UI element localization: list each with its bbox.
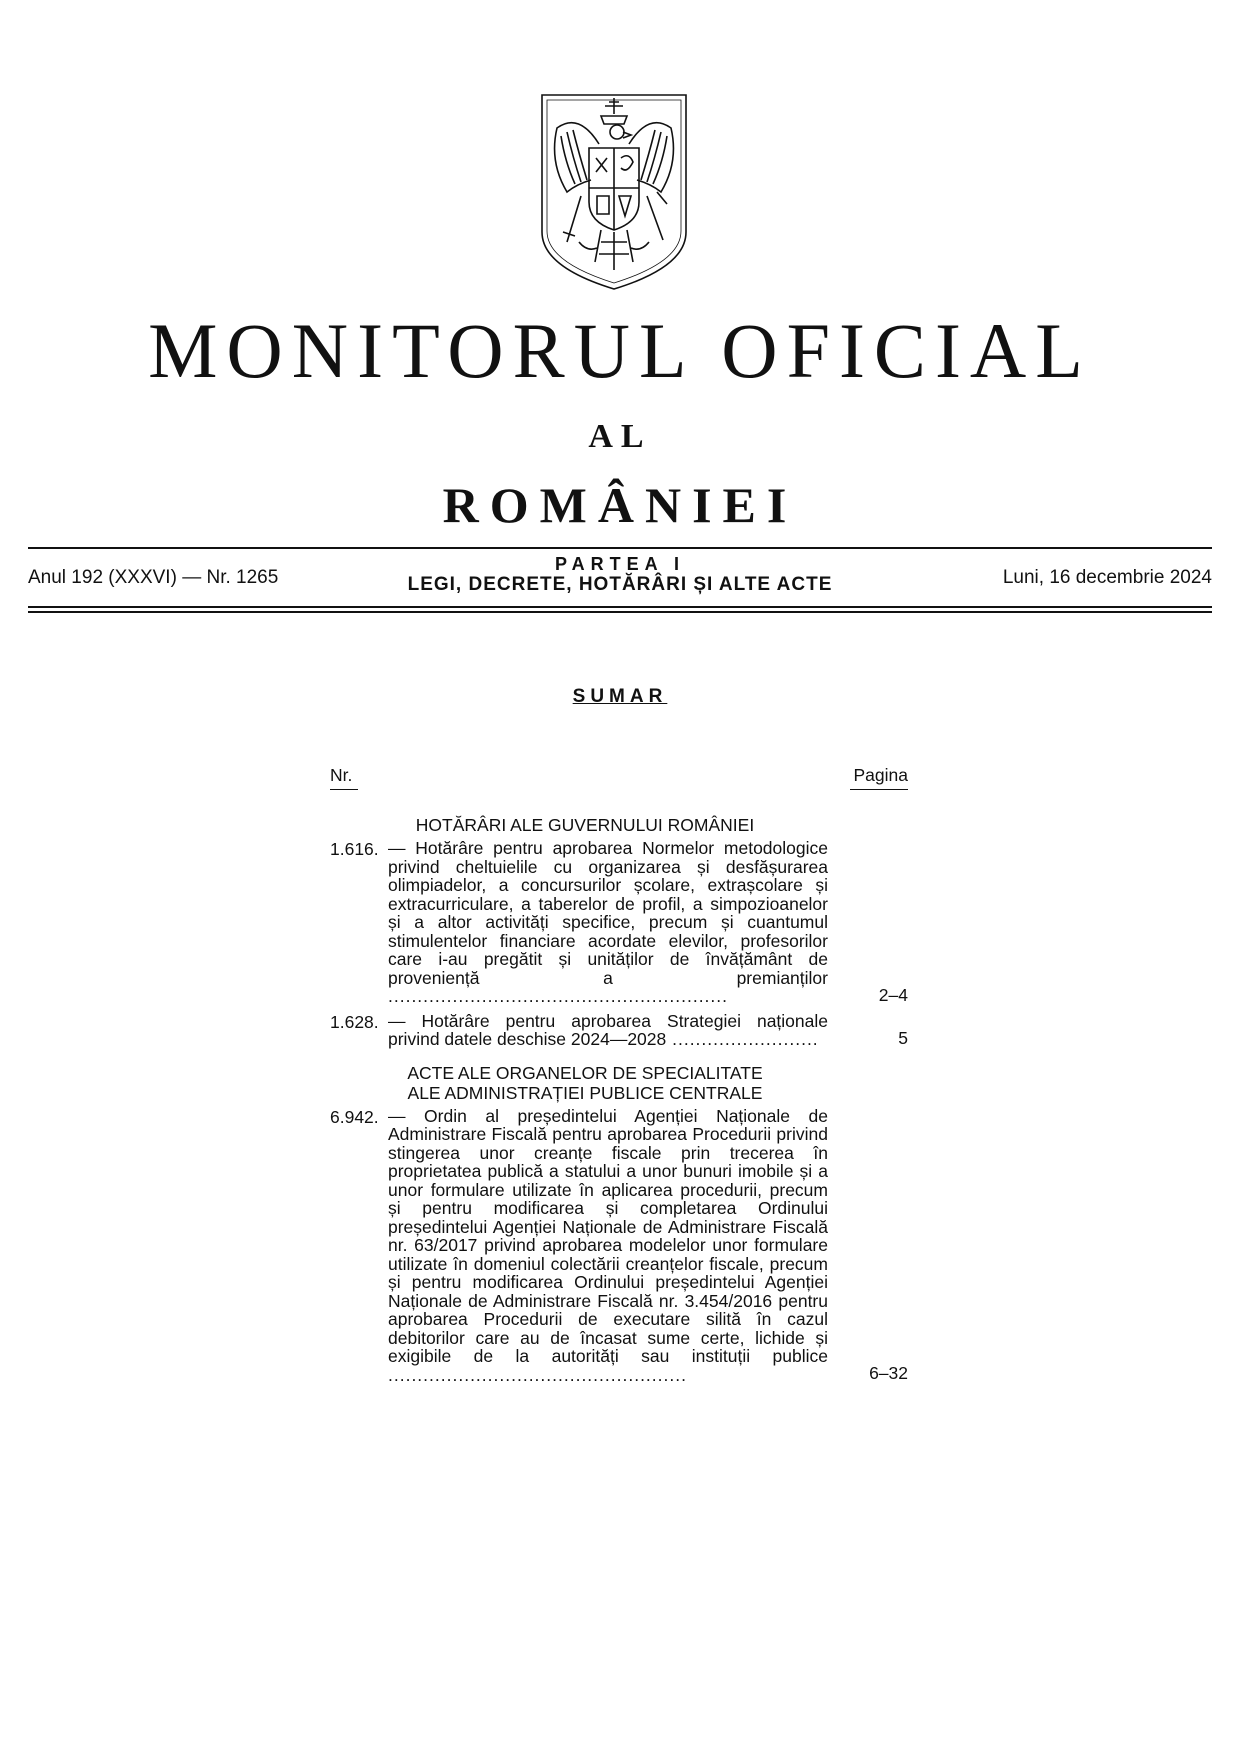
section-line: ACTE ALE ORGANELOR DE SPECIALITATE [407, 1062, 763, 1083]
entry-leader: .......................................................... [388, 986, 728, 1006]
entry-number: 1.616. [330, 839, 379, 859]
column-nr: Nr. [330, 765, 358, 790]
entry-leader: ................................................... [388, 1364, 687, 1385]
header-rule-bottom [28, 606, 1212, 608]
table-of-contents [330, 765, 908, 1384]
entry-number: 1.628. [330, 1011, 379, 1032]
entry-text: — Ordin al președintelui Agenției Naționale de Administrare Fiscală pentru aprobarea Procedurii privind stingerea unor creanțe fiscale prin trecerea în proprietatea publică a statului a unor bunuri imobile și a unor formulare utilizate în aplicarea procedurii, precum și pentru modificarea și completarea Ordinului președintelui Agenției Naționale de Administrare Fiscală nr. 63/2017 privind aprobarea modelelor unor formulare utilizate în domeniul colectării creanțelor fiscale, precum și pentru modificarea Ordinului președintelui Agenției Naționale de Administrare Fiscală nr. 3.454/2016 pentru aprobarea Procedurii de executare silită în cazul debitorilor care au de încasat sume certe, lichide și exigibile de la autorități sau instituții publice ................................................... [388, 1105, 828, 1385]
entry-text: — Hotărâre pentru aprobarea Strategiei naționale privind datele deschise 2024—2028 ......................... [388, 1010, 828, 1049]
entry-pages: 2–4 [878, 984, 908, 1005]
issue-part-subtitle: LEGI, DECRETE, HOTĂRÂRI ȘI ALTE ACTE [407, 574, 833, 595]
issue-date: Luni, 16 decembrie 2024 [1002, 567, 1212, 588]
masthead-al: AL [588, 418, 652, 455]
toc-entry[interactable] [330, 1107, 908, 1385]
section-government-decisions: HOTĂRÂRI ALE GUVERNULUI ROMÂNIEI [415, 815, 755, 835]
masthead-title: MONITORUL OFICIAL [148, 307, 1092, 394]
issue-part: PARTEA I [554, 554, 685, 574]
header-rule-bottom-double [28, 611, 1212, 613]
toc-entry[interactable] [330, 839, 908, 1006]
entry-number: 6.942. [330, 1106, 379, 1127]
coat-of-arms-icon [539, 92, 689, 292]
toc-header [330, 765, 908, 793]
header-rule-top [28, 547, 1212, 549]
entry-pages: 6–32 [869, 1363, 908, 1383]
section-central-administration-acts [330, 1063, 840, 1103]
entry-pages: 5 [898, 1027, 908, 1048]
toc-entry[interactable] [330, 1012, 908, 1049]
column-page: Pagina [850, 765, 909, 790]
summary-heading: SUMAR [572, 686, 668, 707]
issue-year-number: Anul 192 (XXXVI) — Nr. 1265 [28, 567, 279, 588]
entry-leader: ......................... [666, 1029, 819, 1049]
section-line: ALE ADMINISTRAȚIEI PUBLICE CENTRALE [407, 1082, 763, 1103]
masthead-country: ROMÂNIEI [442, 477, 798, 533]
entry-text: — Hotărâre pentru aprobarea Normelor metodologice privind cheltuielile cu organizarea și desfășurarea olimpiadelor, a concursurilor școlare, extrașcolare și extracurriculare, a taberelor de profil, a simpozioanelor și a altor activități specifice, precum și cuantumul stimulentelor financiare acordate elevilor, profesorilor care i-au pregătit și unităților de învățământ de proveniență a premianților .......................................................... [388, 838, 828, 1006]
